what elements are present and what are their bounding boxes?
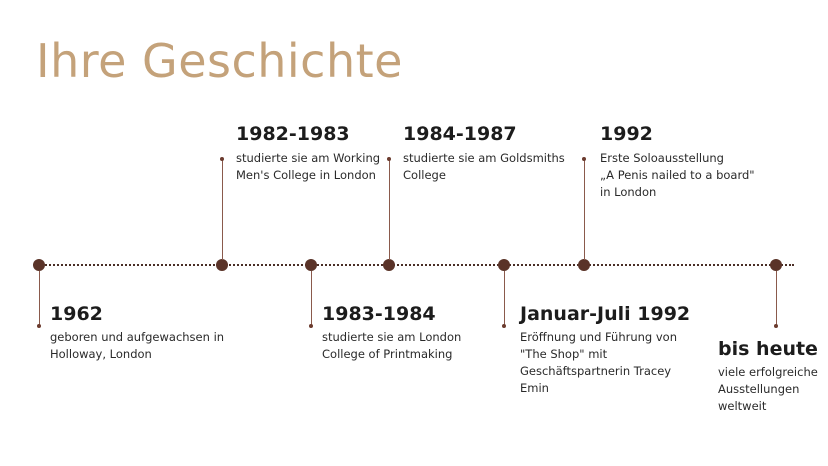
event-desc-bis-heute: viele erfolgreiche Ausstellungen weltweit [718, 365, 818, 413]
timeline-node-1992 [578, 259, 590, 271]
timeline-stem-dot-1983-1984 [309, 324, 313, 328]
timeline-stem-1962 [39, 271, 40, 325]
timeline-stem-dot-1992 [582, 157, 586, 161]
event-year-1984-1987: 1984-1987 [403, 123, 517, 145]
timeline-stem-januar-juli-1992 [504, 271, 505, 325]
timeline-node-1962 [33, 259, 45, 271]
timeline-axis [38, 264, 794, 266]
timeline-stem-dot-1982-1983 [220, 157, 224, 161]
timeline-stem-1992 [584, 160, 585, 260]
event-year-1983-1984: 1983-1984 [322, 303, 436, 325]
event-desc-1982-1983: studierte sie am Working Men's College in London [236, 151, 381, 182]
event-year-januar-juli-1992: Januar-Juli 1992 [520, 303, 691, 325]
timeline-stem-1984-1987 [389, 160, 390, 260]
timeline-stem-bis-heute [776, 271, 777, 325]
event-desc-januar-juli-1992: Eröffnung und Führung von "The Shop" mit Geschäftspartnerin Tracey Emin [520, 330, 678, 395]
event-year-1992: 1992 [600, 123, 653, 145]
event-desc-1992: Erste Soloausstellung „A Penis nailed to a board" in London [600, 151, 755, 199]
timeline-stem-dot-bis-heute [774, 324, 778, 328]
event-desc-1983-1984: studierte sie am London College of Printmaking [322, 330, 462, 361]
timeline-node-1982-1983 [216, 259, 228, 271]
event-desc-1984-1987: studierte sie am Goldsmiths College [403, 151, 565, 182]
event-year-bis-heute: bis heute [718, 338, 818, 360]
timeline-node-1983-1984 [305, 259, 317, 271]
event-year-1962: 1962 [50, 303, 103, 325]
timeline-node-bis-heute [770, 259, 782, 271]
event-desc-1962: geboren und aufgewachsen in Holloway, London [50, 330, 225, 361]
page-title: Ihre Geschichte [36, 34, 403, 88]
timeline-node-januar-juli-1992 [498, 259, 510, 271]
timeline-stem-1983-1984 [311, 271, 312, 325]
timeline-stem-dot-januar-juli-1992 [502, 324, 506, 328]
event-year-1982-1983: 1982-1983 [236, 123, 350, 145]
timeline-node-1984-1987 [383, 259, 395, 271]
timeline-stem-dot-1984-1987 [387, 157, 391, 161]
timeline-stem-dot-1962 [37, 324, 41, 328]
timeline-stem-1982-1983 [222, 160, 223, 260]
